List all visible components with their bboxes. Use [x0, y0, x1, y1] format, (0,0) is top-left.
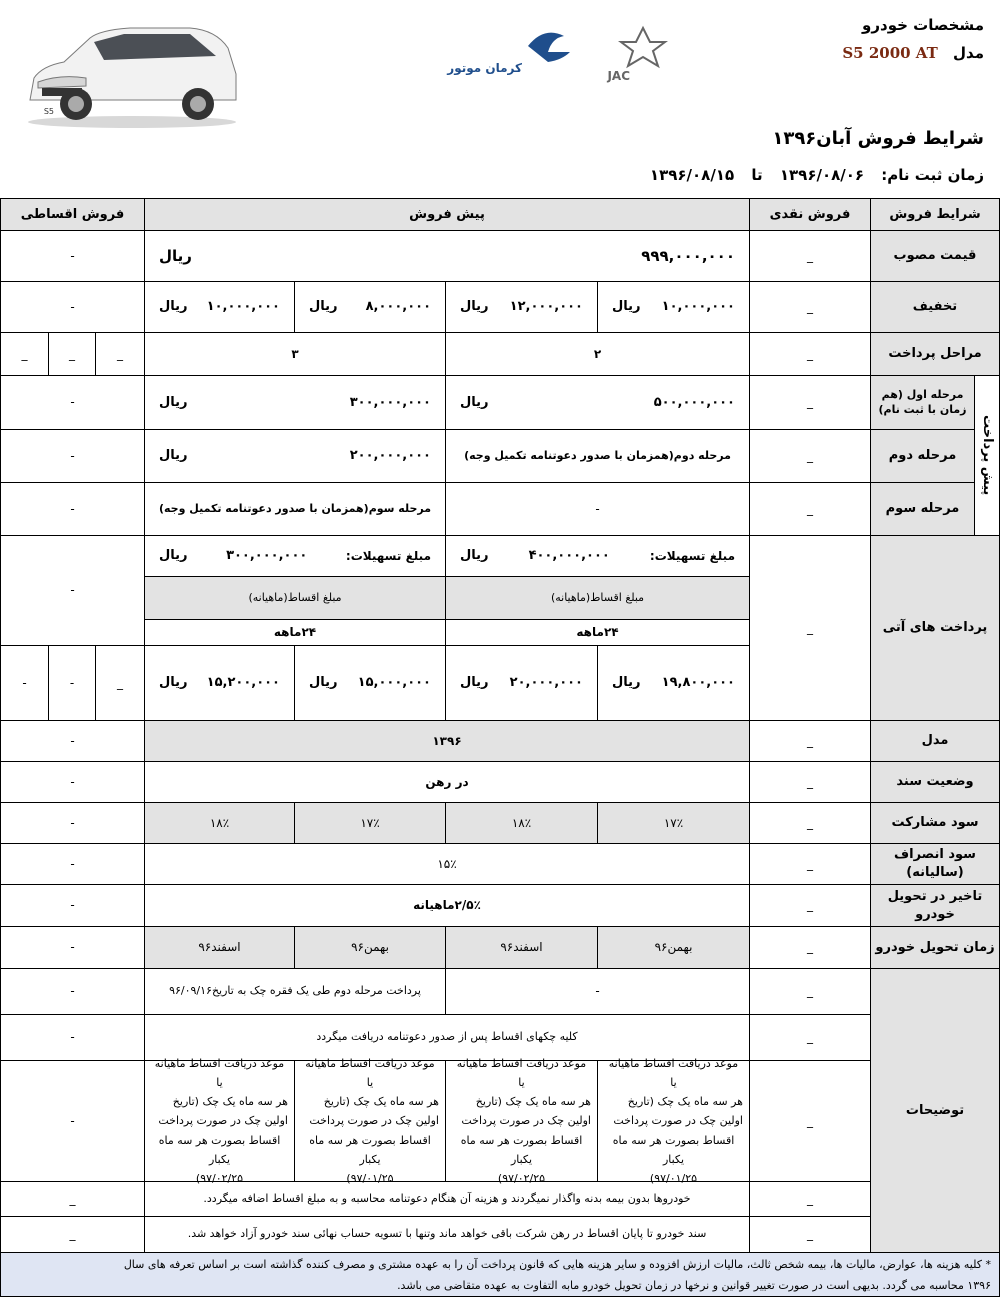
dealer-logo: کرمان موتور	[447, 61, 522, 75]
cash-delay: _	[749, 884, 871, 927]
model-label: مدل	[953, 44, 984, 62]
note-line: اولین چک در صورت پرداخت	[613, 1114, 743, 1128]
note-line: اقساط بصورت هر سه ماه یکبار	[612, 1133, 735, 1166]
note-line: هر سه ماه یک چک (تاریخ	[627, 1095, 743, 1109]
profit-value: ۱۸٪	[144, 802, 295, 844]
delivery-value: اسفند۹۶	[144, 926, 295, 969]
stage2-amount-b: ۲۰۰,۰۰۰,۰۰۰	[349, 448, 431, 464]
cash-stage2: _	[749, 429, 871, 483]
cash-note: _	[749, 1181, 871, 1217]
installment-discount: -	[0, 281, 145, 333]
note3-cell	[144, 1056, 295, 1186]
row-label-stage3: مرحله سوم	[870, 482, 975, 536]
stage1-amount-a: ۵۰۰,۰۰۰,۰۰۰	[653, 394, 735, 410]
row-label-stage1: مرحله اول (هم زمان با ثبت نام)	[870, 375, 975, 430]
sale-conditions-title: شرایط فروش آبان۱۳۹۶	[772, 128, 984, 149]
note5: سند خودرو تا پایان اقساط در رهن شرکت باقی خواهد ماند وتنها با تسویه حساب نهائی سند خودرو آزاد خواهد شد.	[144, 1216, 750, 1253]
row-label-model: مدل	[870, 720, 1000, 762]
note-line: موعد دریافت اقساط ماهیانه یا	[608, 1056, 739, 1089]
discount-cell	[144, 281, 295, 333]
note3-cell	[445, 1056, 598, 1186]
monthly-value: ۱۵,۲۰۰,۰۰۰	[206, 675, 280, 691]
price-amount: ۹۹۹,۰۰۰,۰۰۰	[641, 246, 735, 265]
cash-note: _	[749, 968, 871, 1015]
profit-value: ۱۸٪	[445, 802, 598, 844]
note4: خودروها بدون بیمه بدنه واگذار نمیگردند و هزینه آن هنگام دعوتنامه محاسبه و به مبلغ اقساط اضافه میگردد.	[144, 1181, 750, 1217]
presale-model: ۱۳۹۶	[144, 720, 750, 762]
header-presale: پیش فروش	[144, 198, 750, 231]
page-header	[0, 0, 1000, 196]
inst-stage1: -	[0, 375, 145, 430]
inst-stage-cell: _	[48, 332, 96, 376]
cash-note: _	[749, 1014, 871, 1061]
stage1-amount-b: ۳۰۰,۰۰۰,۰۰۰	[349, 394, 431, 410]
reg-label: زمان ثبت نام:	[881, 166, 984, 184]
note-line: اولین چک در صورت پرداخت	[309, 1114, 439, 1128]
monthly-value: ۱۵,۰۰۰,۰۰۰	[357, 675, 431, 691]
currency-label: ریال	[612, 675, 641, 691]
model-value: S5 2000 AT	[842, 44, 938, 62]
currency-label: ریال	[159, 675, 188, 691]
delivery-value: اسفند۹۶	[445, 926, 598, 969]
stages-col-a: ۲	[445, 332, 750, 376]
discount-cell	[597, 281, 750, 333]
cash-profit: _	[749, 802, 871, 844]
currency-label: ریال	[460, 299, 489, 315]
car-badge: S5	[43, 107, 54, 116]
profit-value: ۱۷٪	[294, 802, 446, 844]
currency-label: ریال	[159, 299, 188, 315]
facility-amount-a: ۴۰۰,۰۰۰,۰۰۰	[528, 548, 610, 564]
inst-profit: -	[0, 802, 145, 844]
row-label-price: قیمت مصوب	[870, 230, 1000, 282]
note-line: ۹۷/۰۲/۲۵)	[497, 1172, 546, 1186]
footer-disclaimer	[0, 1252, 1000, 1297]
row-label-stage2: مرحله دوم	[870, 429, 975, 483]
row-label-delivery: زمان تحویل خودرو	[870, 926, 1000, 969]
note-line: اولین چک در صورت پرداخت	[461, 1114, 591, 1128]
note-line: هر سه ماه یک چک (تاریخ	[172, 1095, 288, 1109]
note1-col-a: -	[445, 968, 750, 1015]
header-cash: فروش نقدی	[749, 198, 871, 231]
currency-label: ریال	[460, 394, 489, 410]
currency-label: ریال	[460, 548, 489, 564]
reg-to-word: تا	[751, 166, 763, 184]
inst-note: _	[0, 1181, 145, 1217]
row-label-discount: تخفیف	[870, 281, 1000, 333]
facility-col-a	[445, 535, 750, 577]
inst-stage2: -	[0, 429, 145, 483]
currency-label: ریال	[159, 448, 188, 464]
stage3-col-b: مرحله سوم(همزمان با صدور دعوتنامه تکمیل وجه)	[144, 482, 446, 536]
inst-future-cell: -	[48, 645, 96, 721]
registration-period	[650, 166, 984, 184]
note-line: اولین چک در صورت پرداخت	[158, 1114, 288, 1128]
currency-label: ریال	[159, 548, 188, 564]
monthly-cell	[144, 645, 295, 721]
cash-future: _	[749, 535, 871, 721]
note3-cell	[597, 1056, 750, 1186]
monthly-cell	[294, 645, 446, 721]
footer-line: ۱۳۹۶ محاسبه می گردد. بدیهی است در صورت تغییر قوانین و نرخها در زمان تحویل خودرو مابه التفاوت به عهده متقاضی می باشد.	[397, 1278, 991, 1292]
model-row	[842, 44, 984, 62]
cash-delivery: _	[749, 926, 871, 969]
currency-label: ریال	[309, 675, 338, 691]
row-label-cancel: سود انصراف (سالیانه)	[870, 843, 1000, 885]
presale-doc: در رهن	[144, 761, 750, 803]
note3-cell	[294, 1056, 446, 1186]
discount-cell	[445, 281, 598, 333]
spec-title: مشخصات خودرو	[862, 16, 984, 34]
row-label-stages: مراحل پرداخت	[870, 332, 1000, 376]
note1-col-b: پرداخت مرحله دوم طی یک فقره چک به تاریخ۹۶/۰۹/۱۶	[144, 968, 446, 1015]
cash-model: _	[749, 720, 871, 762]
discount-value: ۱۲,۰۰۰,۰۰۰	[509, 299, 583, 315]
monthly-label-a: مبلغ اقساط(ماهیانه)	[445, 576, 750, 620]
row-label-profit: سود مشارکت	[870, 802, 1000, 844]
note-line: ۹۷/۰۱/۲۵)	[346, 1172, 394, 1186]
discount-value: ۱۰,۰۰۰,۰۰۰	[661, 299, 735, 315]
note-line: موعد دریافت اقساط ماهیانه یا	[456, 1056, 587, 1089]
note-line: اقساط بصورت هر سه ماه یکبار	[460, 1133, 583, 1166]
inst-stage3: -	[0, 482, 145, 536]
inst-future: -	[0, 535, 145, 646]
discount-cell	[294, 281, 446, 333]
monthly-cell	[445, 645, 598, 721]
inst-note: -	[0, 968, 145, 1015]
cash-discount: _	[749, 281, 871, 333]
discount-value: ۱۰,۰۰۰,۰۰۰	[206, 299, 280, 315]
car-image	[20, 22, 242, 130]
inst-note: -	[0, 1014, 145, 1061]
inst-cancel: -	[0, 843, 145, 885]
profit-value: ۱۷٪	[597, 802, 750, 844]
inst-note: -	[0, 1060, 145, 1182]
monthly-label-b: مبلغ اقساط(ماهیانه)	[144, 576, 446, 620]
presale-price	[144, 230, 750, 282]
delivery-value: بهمن۹۶	[597, 926, 750, 969]
reg-from: ۱۳۹۶/۰۸/۰۶	[779, 166, 865, 184]
currency-label: ریال	[309, 299, 338, 315]
header-terms: شرایط فروش	[870, 198, 1000, 231]
currency-label: ریال	[460, 675, 489, 691]
cash-cancel: _	[749, 843, 871, 885]
note-line: اقساط بصورت هر سه ماه یکبار	[158, 1133, 281, 1166]
footer-line: * کلیه هزینه ها، عوارض، مالیات ها، بیمه شخص ثالث، مالیات ارزش افزوده و سایر هزینه هایی که قانون پرداخت آن را به عهده مشتری و مصرف کننده گذاشته است بر اساس تعرفه های سال	[123, 1258, 991, 1271]
inst-future-cell: _	[95, 645, 145, 721]
header-installment: فروش اقساطی	[0, 198, 145, 231]
inst-stage-cell: _	[95, 332, 145, 376]
facility-col-b	[144, 535, 446, 577]
row-label-future: پرداخت های آتی	[870, 535, 1000, 721]
cash-stage1: _	[749, 375, 871, 430]
currency-label: ریال	[159, 394, 188, 410]
note-line: موعد دریافت اقساط ماهیانه یا	[305, 1056, 435, 1089]
prepay-group-label: پیش پرداخت	[974, 375, 1000, 536]
presale-cancel: ۱۵٪	[144, 843, 750, 885]
currency-label: ریال	[612, 299, 641, 315]
presale-delay: ۲/۵٪ماهیانه	[144, 884, 750, 927]
note-line: هر سه ماه یک چک (تاریخ	[475, 1095, 591, 1109]
cash-note: _	[749, 1060, 871, 1182]
term-b: ۲۴ماهه	[144, 619, 446, 646]
inst-delay: -	[0, 884, 145, 927]
monthly-value: ۲۰,۰۰۰,۰۰۰	[509, 675, 583, 691]
installment-price: -	[0, 230, 145, 282]
note-line: هر سه ماه یک چک (تاریخ	[323, 1095, 439, 1109]
stage2-col-a: مرحله دوم(همزمان با صدور دعوتنامه تکمیل وجه)	[445, 429, 750, 483]
inst-doc: -	[0, 761, 145, 803]
inst-future-cell: -	[0, 645, 49, 721]
inst-delivery: -	[0, 926, 145, 969]
inst-note: _	[0, 1216, 145, 1253]
note-line: ۹۷/۰۲/۲۵)	[195, 1172, 244, 1186]
discount-value: ۸,۰۰۰,۰۰۰	[365, 299, 431, 315]
facility-label: مبلغ تسهیلات:	[649, 548, 735, 563]
stage1-col-b	[144, 375, 446, 430]
brand-logos	[447, 22, 688, 83]
note2: کلیه چکهای اقساط پس از صدور دعوتنامه دریافت میگردد	[144, 1014, 750, 1061]
reg-to: ۱۳۹۶/۰۸/۱۵	[649, 166, 735, 184]
cash-note: _	[749, 1216, 871, 1253]
monthly-value: ۱۹,۸۰۰,۰۰۰	[661, 675, 735, 691]
jac-logo: JAC	[607, 69, 630, 83]
stage2-col-b	[144, 429, 446, 483]
row-label-doc: وضعیت سند	[870, 761, 1000, 803]
stage3-col-a: -	[445, 482, 750, 536]
facility-amount-b: ۳۰۰,۰۰۰,۰۰۰	[226, 548, 308, 564]
delivery-value: بهمن۹۶	[294, 926, 446, 969]
note-line: موعد دریافت اقساط ماهیانه یا	[154, 1056, 285, 1089]
cash-price: _	[749, 230, 871, 282]
stage1-col-a	[445, 375, 750, 430]
facility-label: مبلغ تسهیلات:	[345, 548, 431, 563]
monthly-cell	[597, 645, 750, 721]
inst-stage-cell: _	[0, 332, 49, 376]
row-label-notes: توضیحات	[870, 968, 1000, 1253]
note-line: اقساط بصورت هر سه ماه یکبار	[309, 1133, 431, 1166]
term-a: ۲۴ماهه	[445, 619, 750, 646]
cash-stage3: _	[749, 482, 871, 536]
row-label-delay: تاخیر در تحویل خودرو	[870, 884, 1000, 927]
cash-doc: _	[749, 761, 871, 803]
inst-model: -	[0, 720, 145, 762]
note-line: ۹۷/۰۱/۲۵)	[649, 1172, 698, 1186]
cash-stages: _	[749, 332, 871, 376]
price-currency: ریال	[159, 246, 192, 265]
stages-col-b: ۳	[144, 332, 446, 376]
